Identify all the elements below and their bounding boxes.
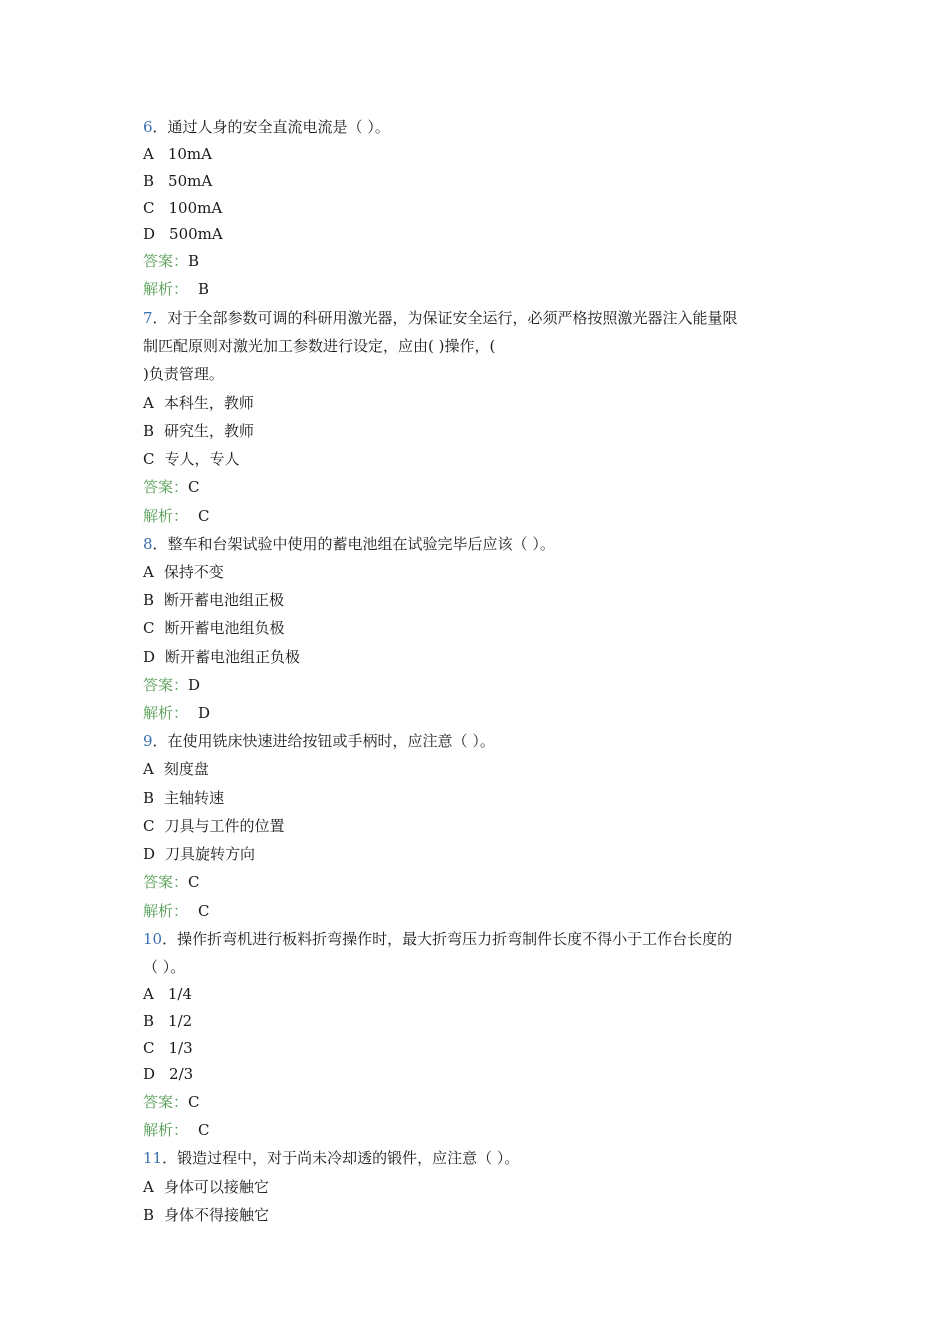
answer: 答案：C <box>143 1093 200 1111</box>
option-d: D 2/3 <box>143 1065 194 1083</box>
question-number: 9 <box>143 732 153 750</box>
question-number: 7 <box>143 309 153 327</box>
question-11-stem: 11．锻造过程中，对于尚未冷却透的锻件，应注意（ ）。 <box>143 1149 520 1167</box>
option-a: A 刻度盘 <box>143 760 209 778</box>
question-7-stem-line3: )负责管理。 <box>143 365 224 383</box>
option-c: C 100mA <box>143 199 223 217</box>
question-6-stem: 6．通过人身的安全直流电流是（ ）。 <box>143 118 390 136</box>
option-a: A 本科生，教师 <box>143 394 254 412</box>
option-c: C 刀具与工件的位置 <box>143 817 285 835</box>
question-10-stem: 10．操作折弯机进行板料折弯操作时，最大折弯压力折弯制件长度不得小于工作台长度的 <box>143 930 733 948</box>
analysis: 解析： D <box>143 704 211 722</box>
analysis: 解析： C <box>143 507 210 525</box>
question-7-stem: 7．对于全部参数可调的科研用激光器，为保证安全运行，必须严格按照激光器注入能量限 <box>143 309 738 327</box>
analysis: 解析： C <box>143 902 210 920</box>
option-d: D 断开蓄电池组正负极 <box>143 648 301 666</box>
option-c: C 1/3 <box>143 1039 193 1057</box>
option-a: A 身体可以接触它 <box>143 1178 269 1196</box>
question-number: 6 <box>143 118 153 136</box>
analysis: 解析： C <box>143 1121 210 1139</box>
question-7-stem-line2: 制匹配原则对激光加工参数进行设定，应由( )操作，( <box>143 337 496 355</box>
answer: 答案：C <box>143 478 200 496</box>
option-b: B 1/2 <box>143 1012 193 1030</box>
question-10-stem-line2: （ ）。 <box>143 958 186 976</box>
option-c: C 断开蓄电池组负极 <box>143 619 285 637</box>
option-a: A 保持不变 <box>143 563 224 581</box>
question-number: 8 <box>143 535 153 553</box>
answer: 答案：C <box>143 873 200 891</box>
option-b: B 50mA <box>143 172 213 190</box>
option-d: D 500mA <box>143 225 223 243</box>
option-b: B 身体不得接触它 <box>143 1206 270 1224</box>
question-9-stem: 9．在使用铣床快速进给按钮或手柄时，应注意（ ）。 <box>143 732 495 750</box>
answer: 答案：B <box>143 252 200 270</box>
analysis: 解析： B <box>143 280 210 298</box>
answer: 答案：D <box>143 676 201 694</box>
option-d: D 刀具旋转方向 <box>143 845 256 863</box>
question-number: 10 <box>143 930 163 948</box>
option-b: B 主轴转速 <box>143 789 225 807</box>
question-8-stem: 8．整车和台架试验中使用的蓄电池组在试验完毕后应该（ ）。 <box>143 535 555 553</box>
option-a: A 10mA <box>143 145 212 163</box>
question-number: 11 <box>143 1149 163 1167</box>
option-a: A 1/4 <box>143 985 192 1003</box>
option-c: C 专人，专人 <box>143 450 240 468</box>
option-b: B 断开蓄电池组正极 <box>143 591 285 609</box>
option-b: B 研究生，教师 <box>143 422 255 440</box>
